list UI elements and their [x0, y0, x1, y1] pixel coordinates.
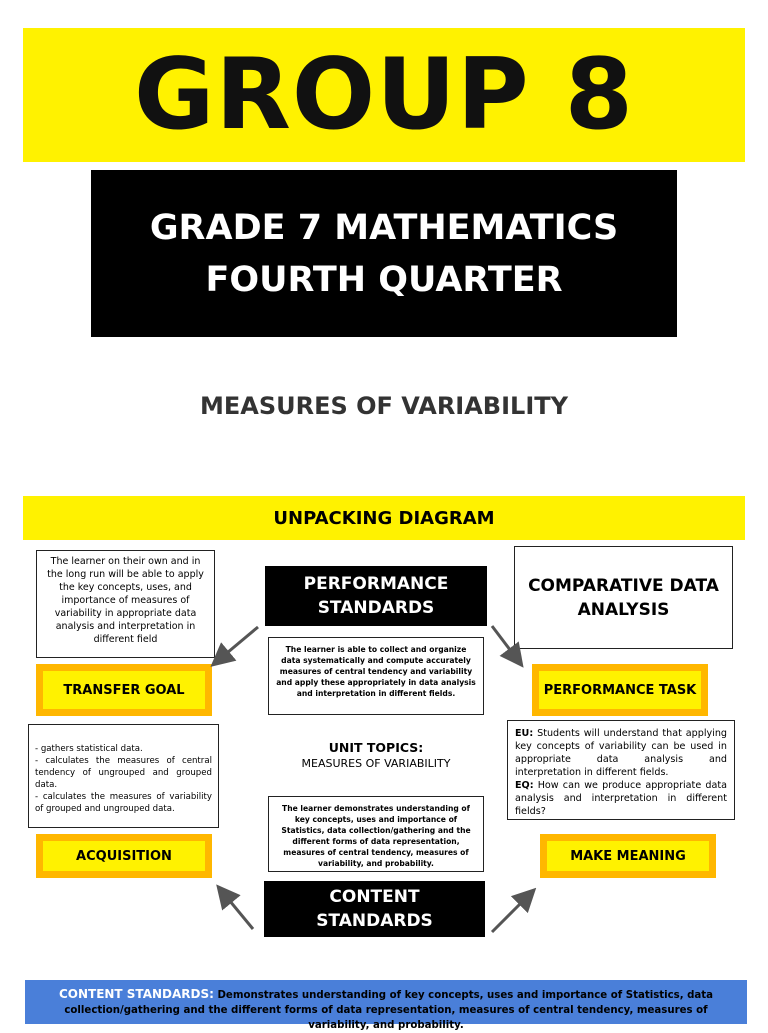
arrow-to-make-meaning	[492, 892, 532, 932]
group-title: GROUP 8	[134, 38, 634, 152]
performance-task-label: PERFORMANCE TASK	[539, 671, 701, 709]
content-standards-description: The learner demonstrates understanding of key concepts, uses and importance of Statistics, data collection/gathering and the different forms of data representation, measures of central tendency, measures of variability, and probability.	[268, 796, 484, 872]
diagram-title: UNPACKING DIAGRAM	[23, 496, 745, 540]
unit-topics-value: MEASURES OF VARIABILITY	[301, 757, 451, 770]
performance-standards-description: The learner is able to collect and organize data systematically and compute accurately measures of central tendency and variability and apply these appropriately in data analysis and interpretation in different fields.	[268, 637, 484, 715]
arrow-to-transfer-goal	[215, 627, 258, 663]
arrow-to-performance-task	[492, 626, 520, 663]
footer-label: CONTENT STANDARDS:	[58, 987, 214, 1001]
acquisition-item: - gathers statistical data.	[35, 744, 143, 754]
quarter-title: FOURTH QUARTER	[205, 259, 563, 300]
make-meaning-label: MAKE MEANING	[547, 841, 709, 871]
acquisition-item: - calculates the measures of central tendency of ungrouped and grouped data.	[35, 756, 212, 790]
transfer-goal-label: TRANSFER GOAL	[43, 671, 205, 709]
eq-statement: EQ: How can we produce appropriate data analysis and interpretation in different fields?	[515, 780, 727, 817]
content-standards-label: CONTENT STANDARDS	[264, 881, 485, 937]
topic-title: MEASURES OF VARIABILITY	[200, 392, 568, 420]
acquisition-label: ACQUISITION	[43, 841, 205, 871]
performance-standards-label: PERFORMANCE STANDARDS	[265, 566, 487, 626]
transfer-description: The learner on their own and in the long run will be able to apply the key concepts, uses, and importance of measures of variability in appropriate data analysis and interpretation in different field	[36, 550, 215, 658]
unit-topics-label: UNIT TOPICS:	[328, 740, 424, 755]
eu-statement: EU: Students will understand that applying key concepts of variability can be used in appropriate data analysis and interpretation in different fields.	[515, 728, 727, 778]
footer-text: Demonstrates understanding of key concepts, uses and importance of Statistics, data collection/gathering and the different forms of data representation, measures of central tendency, measures of variability, and probability.	[64, 990, 714, 1031]
acquisition-item: - calculates the measures of variability of grouped and ungrouped data.	[35, 792, 212, 814]
grade-title: GRADE 7 MATHEMATICS	[149, 207, 619, 248]
arrow-to-acquisition	[220, 889, 253, 929]
content-standards-footer	[25, 980, 747, 1031]
comparative-data-analysis: COMPARATIVE DATA ANALYSIS	[514, 546, 733, 649]
